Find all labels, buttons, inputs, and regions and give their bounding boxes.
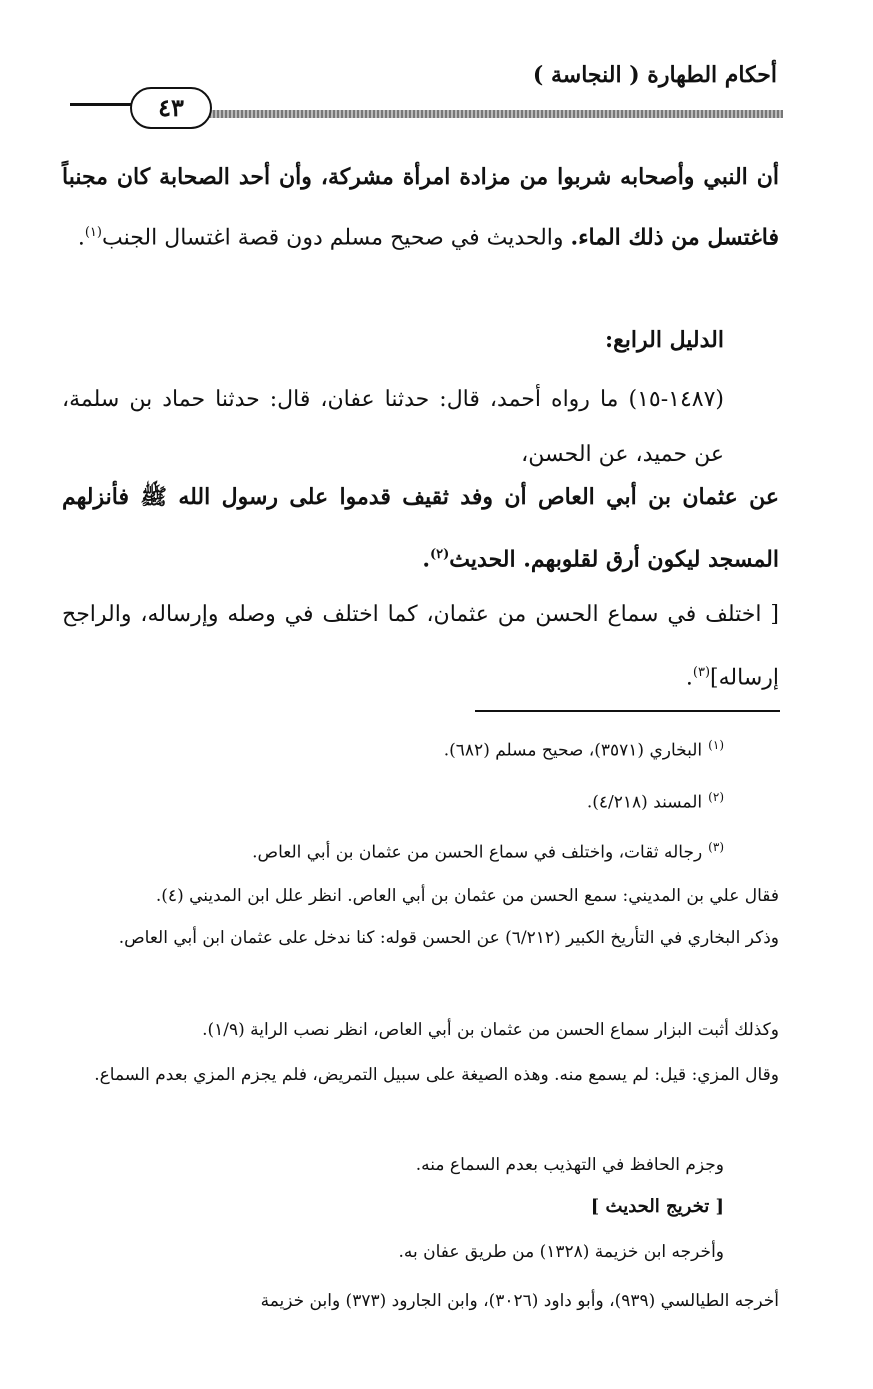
footnote-line-khuzaymah: وأخرجه ابن خزيمة (١٣٢٨) من طريق عفان به. xyxy=(398,1242,724,1262)
footnote-1 xyxy=(444,738,724,761)
running-title: أحكام الطهارة ( النجاسة ) xyxy=(532,62,777,88)
footnote-text: البخاري (٣٥٧١)، صحيح مسلم (٦٨٢). xyxy=(443,740,703,761)
section-heading: الدليل الرابع: xyxy=(604,327,724,353)
paragraph-isnad: (١٤٨٧-١٥) ما رواه أحمد، قال: حدثنا عفان، قال: حدثنا حماد بن سلمة، عن حميد، عن الحسن، xyxy=(62,387,724,467)
matn-text: عن عثمان بن أبي العاص أن وفد ثقيف قدموا على رسول الله ﷺ فأنزلهم المسجد ليكون أرق لقلوبهم. الحديث xyxy=(62,484,779,573)
punctuation: . xyxy=(685,665,693,691)
footnote-marker: (٢) xyxy=(708,790,724,804)
bold-text: أن النبي وأصحابه شربوا من مزادة امرأة مشركة، وأن أحد الصحابة كان مجنباً فاغتسل من ذلك الماء. xyxy=(62,164,779,251)
footnote-line-hafiz: وجزم الحافظ في التهذيب بعدم السماع منه. xyxy=(415,1155,724,1175)
header-rule xyxy=(70,103,132,106)
footnote-line-bazzar: وكذلك أثبت البزار سماع الحسن من عثمان بن أبي العاص، انظر نصب الراية (١/٩). xyxy=(202,1020,779,1040)
paragraph-ruling xyxy=(62,586,779,707)
footnote-marker: (١) xyxy=(708,738,724,752)
punctuation: . xyxy=(422,546,430,573)
footnote-text: رجاله ثقات، واختلف في سماع الحسن من عثمان بن أبي العاص. xyxy=(252,842,703,863)
footnote-marker: (٣) xyxy=(708,840,724,854)
paragraph-matn xyxy=(62,468,779,588)
footnote-2 xyxy=(587,790,724,813)
takhrij-heading: [ تخريج الحديث ] xyxy=(590,1196,724,1217)
footnote-line-last: أخرجه الطيالسي (٩٣٩)، وأبو داود (٣٠٢٦)، وابن الجارود (٣٧٣) وابن خزيمة xyxy=(260,1291,779,1311)
footnote-ref-3[interactable]: (٣) xyxy=(692,665,711,680)
footnote-line-mizzi: وقال المزي: قيل: لم يسمع منه. وهذه الصيغة على سبيل التمريض، فلم يجزم المزي بعدم السماع. xyxy=(94,1065,779,1085)
footnote-line-bukhari: وذكر البخاري في التأريخ الكبير (٦/٢١٢) عن الحسن قوله: كنا ندخل على عثمان ابن أبي العاص. xyxy=(118,928,779,948)
footnote-text: المسند (٤/٢١٨). xyxy=(586,792,703,813)
punctuation: . xyxy=(77,225,85,251)
ruling-text: [ اختلف في سماع الحسن من عثمان، كما اختلف في وصله وإرساله، والراجح إرساله] xyxy=(62,602,779,691)
footnote-separator xyxy=(475,710,780,712)
footnote-line-madini: فقال علي بن المديني: سمع الحسن من عثمان بن أبي العاص. انظر علل ابن المديني (٤). xyxy=(155,886,779,906)
footnote-ref-2[interactable]: (٢) xyxy=(430,547,450,562)
page-number: ٤٣ xyxy=(130,87,212,129)
footnote-ref-1[interactable]: (١) xyxy=(84,225,102,240)
paragraph-hadith-summary xyxy=(62,150,779,265)
paragraph-text: والحديث في صحيح مسلم دون قصة اغتسال الجنب xyxy=(101,225,571,251)
footnote-3 xyxy=(252,840,724,863)
header-rule-ornament xyxy=(205,110,783,118)
